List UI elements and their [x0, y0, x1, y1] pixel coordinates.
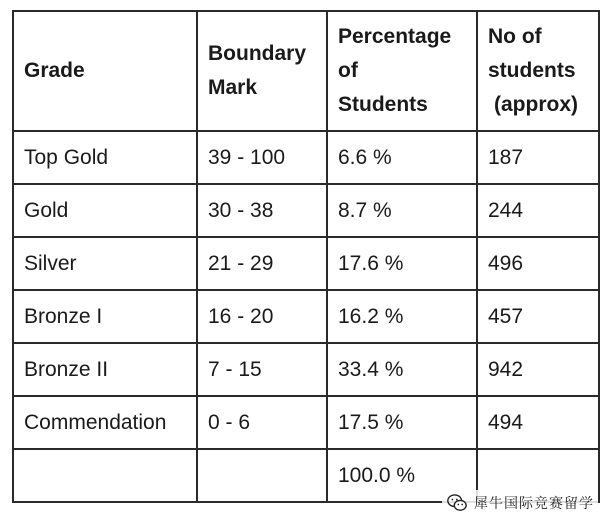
cell-count: 187 — [477, 131, 599, 184]
grade-boundary-table — [12, 10, 600, 503]
cell-percentage: 33.4 % — [327, 343, 477, 396]
total-boundary — [197, 449, 327, 502]
cell-boundary: 0 - 6 — [197, 396, 327, 449]
cell-boundary: 16 - 20 — [197, 290, 327, 343]
header-boundary-line1: Boundary — [208, 42, 307, 65]
header-grade — [13, 11, 197, 131]
cell-grade: Bronze I — [13, 290, 197, 343]
total-percentage: 100.0 % — [327, 449, 477, 502]
table-row — [13, 237, 599, 290]
header-grade-label: Grade — [24, 59, 85, 82]
cell-grade: Gold — [13, 184, 197, 237]
wechat-icon — [446, 492, 468, 514]
header-count-line2: students — [488, 59, 576, 82]
header-student-count — [477, 11, 599, 131]
cell-boundary: 7 - 15 — [197, 343, 327, 396]
cell-count: 457 — [477, 290, 599, 343]
cell-percentage: 17.6 % — [327, 237, 477, 290]
header-boundary-mark — [197, 11, 327, 131]
total-grade — [13, 449, 197, 502]
header-percentage-line2: of — [338, 59, 358, 82]
header-count-line3: (approx) — [494, 93, 578, 116]
header-percentage-line1: Percentage — [338, 25, 452, 48]
cell-grade: Commendation — [13, 396, 197, 449]
cell-count: 494 — [477, 396, 599, 449]
header-boundary-line2: Mark — [208, 76, 258, 99]
cell-boundary: 21 - 29 — [197, 237, 327, 290]
cell-percentage: 6.6 % — [327, 131, 477, 184]
table-row — [13, 184, 599, 237]
cell-grade: Silver — [13, 237, 197, 290]
cell-count: 942 — [477, 343, 599, 396]
table-row — [13, 396, 599, 449]
header-percentage — [327, 11, 477, 131]
cell-percentage: 17.5 % — [327, 396, 477, 449]
table-row — [13, 131, 599, 184]
cell-count: 496 — [477, 237, 599, 290]
cell-percentage: 16.2 % — [327, 290, 477, 343]
cell-percentage: 8.7 % — [327, 184, 477, 237]
cell-grade: Top Gold — [13, 131, 197, 184]
table-row — [13, 343, 599, 396]
header-count-line1: No of — [488, 25, 542, 48]
table-header-row — [13, 11, 599, 131]
header-percentage-line3: Students — [338, 93, 428, 116]
table-row — [13, 290, 599, 343]
cell-boundary: 39 - 100 — [197, 131, 327, 184]
cell-boundary: 30 - 38 — [197, 184, 327, 237]
watermark — [442, 490, 598, 516]
cell-count: 244 — [477, 184, 599, 237]
watermark-text: 犀牛国际竞赛留学 — [474, 496, 594, 512]
cell-grade: Bronze II — [13, 343, 197, 396]
